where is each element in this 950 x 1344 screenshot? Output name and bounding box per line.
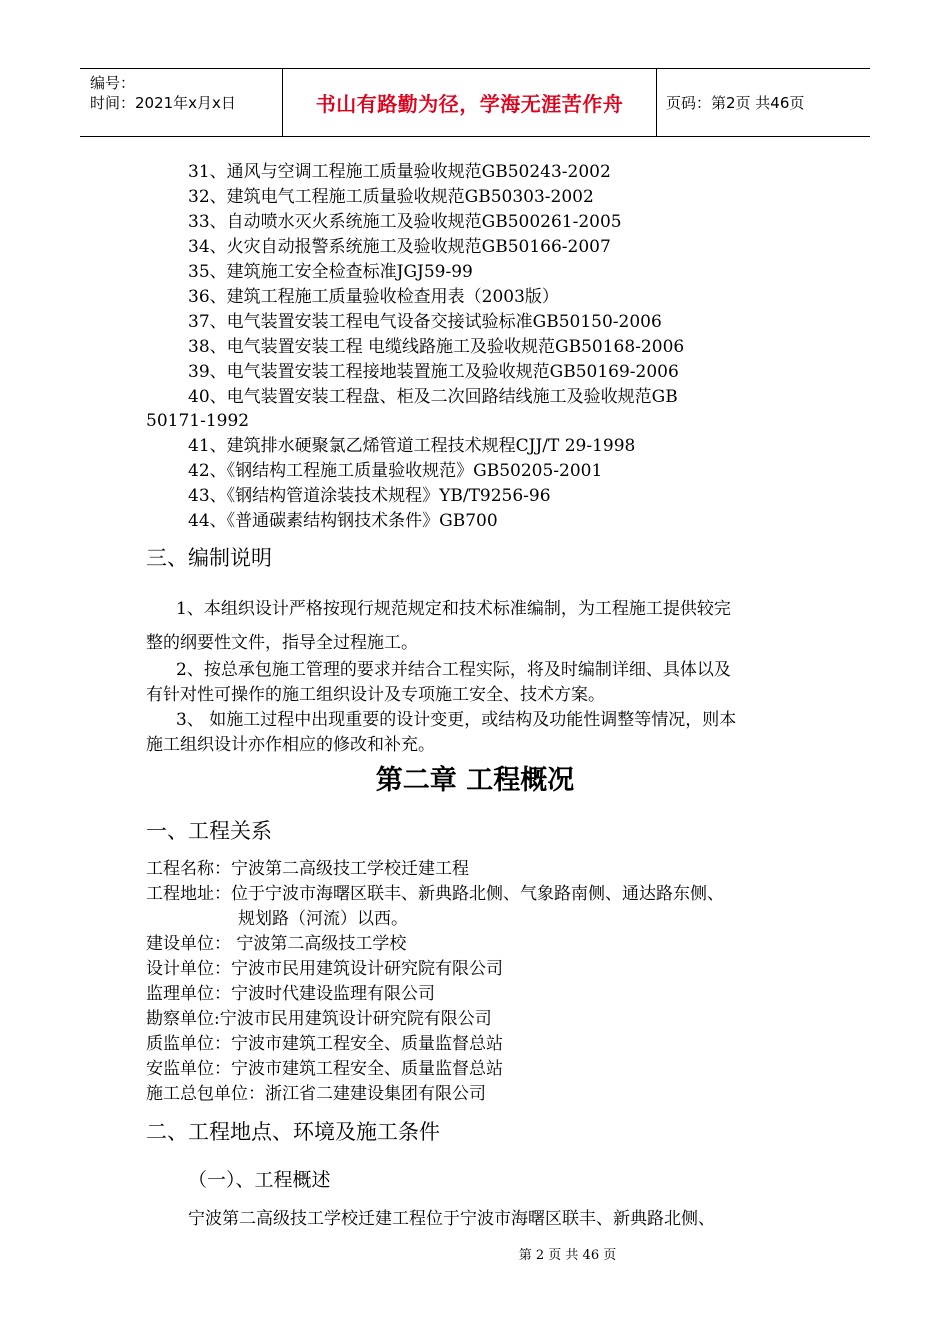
info-row: 施工总包单位：浙江省二建建设集团有限公司 bbox=[146, 1084, 486, 1104]
reference-item: 34、火灾自动报警系统施工及验收规范GB50166-2007 bbox=[188, 237, 611, 257]
header-time-label: 时间：2021年x月x日 bbox=[90, 94, 236, 112]
header-page-info-cell bbox=[657, 69, 870, 136]
reference-item: 39、电气装置安装工程接地装置施工及验收规范GB50169-2006 bbox=[188, 362, 679, 382]
paragraph-line: 宁波第二高级技工学校迁建工程位于宁波市海曙区联丰、新典路北侧、 bbox=[188, 1209, 715, 1229]
page-header bbox=[80, 68, 870, 137]
header-meta bbox=[80, 69, 282, 136]
info-row: 质监单位：宁波市建筑工程安全、质量监督总站 bbox=[146, 1034, 503, 1054]
info-row: 建设单位： 宁波第二高级技工学校 bbox=[146, 934, 407, 954]
header-motto-cell bbox=[282, 69, 657, 136]
paragraph-line: 整的纲要性文件，指导全过程施工。 bbox=[146, 633, 418, 653]
info-row: 设计单位：宁波市民用建筑设计研究院有限公司 bbox=[146, 959, 503, 979]
section-heading-compile-notes: 三、编制说明 bbox=[146, 546, 272, 570]
header-page-info: 页码：第2页 共46页 bbox=[666, 94, 805, 112]
info-row: 安监单位：宁波市建筑工程安全、质量监督总站 bbox=[146, 1059, 503, 1079]
reference-item: 37、电气装置安装工程电气设备交接试验标准GB50150-2006 bbox=[188, 312, 662, 332]
section-heading-project-relations: 一、工程关系 bbox=[146, 819, 272, 843]
section-heading-site-conditions: 二、工程地点、环境及施工条件 bbox=[146, 1120, 440, 1144]
reference-item: 44、《普通碳素结构钢技术条件》GB700 bbox=[188, 511, 498, 531]
reference-item: 31、通风与空调工程施工质量验收规范GB50243-2002 bbox=[188, 162, 611, 182]
info-row: 工程名称：宁波第二高级技工学校迁建工程 bbox=[146, 859, 469, 879]
chapter-title: 第二章 工程概况 bbox=[375, 765, 575, 796]
subsection-heading-overview: （一）、工程概述 bbox=[188, 1169, 331, 1191]
header-motto: 书山有路勤为径，学海无涯苦作舟 bbox=[315, 92, 624, 116]
reference-item: 38、电气装置安装工程 电缆线路施工及验收规范GB50168-2006 bbox=[188, 337, 685, 357]
info-row: 监理单位：宁波时代建设监理有限公司 bbox=[146, 984, 435, 1004]
info-row-continuation: 规划路（河流）以西。 bbox=[238, 909, 408, 929]
reference-item: 33、自动喷水灭火系统施工及验收规范GB500261-2005 bbox=[188, 212, 622, 232]
paragraph-line: 施工组织设计亦作相应的修改和补充。 bbox=[146, 735, 435, 755]
reference-item: 40、电气装置安装工程盘、柜及二次回路结线施工及验收规范GB bbox=[188, 387, 678, 407]
reference-item: 43、《钢结构管道涂装技术规程》YB/T9256-96 bbox=[188, 486, 551, 506]
reference-item-continuation: 50171-1992 bbox=[146, 411, 250, 431]
reference-item: 35、建筑施工安全检查标准JGJ59-99 bbox=[188, 262, 473, 282]
header-number-label: 编号： bbox=[90, 74, 136, 92]
info-row: 勘察单位:宁波市民用建筑设计研究院有限公司 bbox=[146, 1009, 492, 1029]
paragraph-line: 2、按总承包施工管理的要求并结合工程实际，将及时编制详细、具体以及 bbox=[176, 660, 731, 680]
paragraph-line: 1、本组织设计严格按现行规范规定和技术标准编制，为工程施工提供较完 bbox=[176, 599, 731, 619]
paragraph-line: 3、 如施工过程中出现重要的设计变更，或结构及功能性调整等情况，则本 bbox=[176, 710, 737, 730]
reference-item: 42、《钢结构工程施工质量验收规范》GB50205-2001 bbox=[188, 461, 603, 481]
reference-item: 41、建筑排水硬聚氯乙烯管道工程技术规程CJJ/T 29-1998 bbox=[188, 436, 636, 456]
page-footer: 第 2 页 共 46 页 bbox=[518, 1248, 617, 1263]
info-row: 工程地址：位于宁波市海曙区联丰、新典路北侧、气象路南侧、通达路东侧、 bbox=[146, 884, 724, 904]
reference-item: 32、建筑电气工程施工质量验收规范GB50303-2002 bbox=[188, 187, 594, 207]
paragraph-line: 有针对性可操作的施工组织设计及专项施工安全、技术方案。 bbox=[146, 685, 605, 705]
reference-item: 36、建筑工程施工质量验收检查用表（2003版） bbox=[188, 287, 559, 307]
